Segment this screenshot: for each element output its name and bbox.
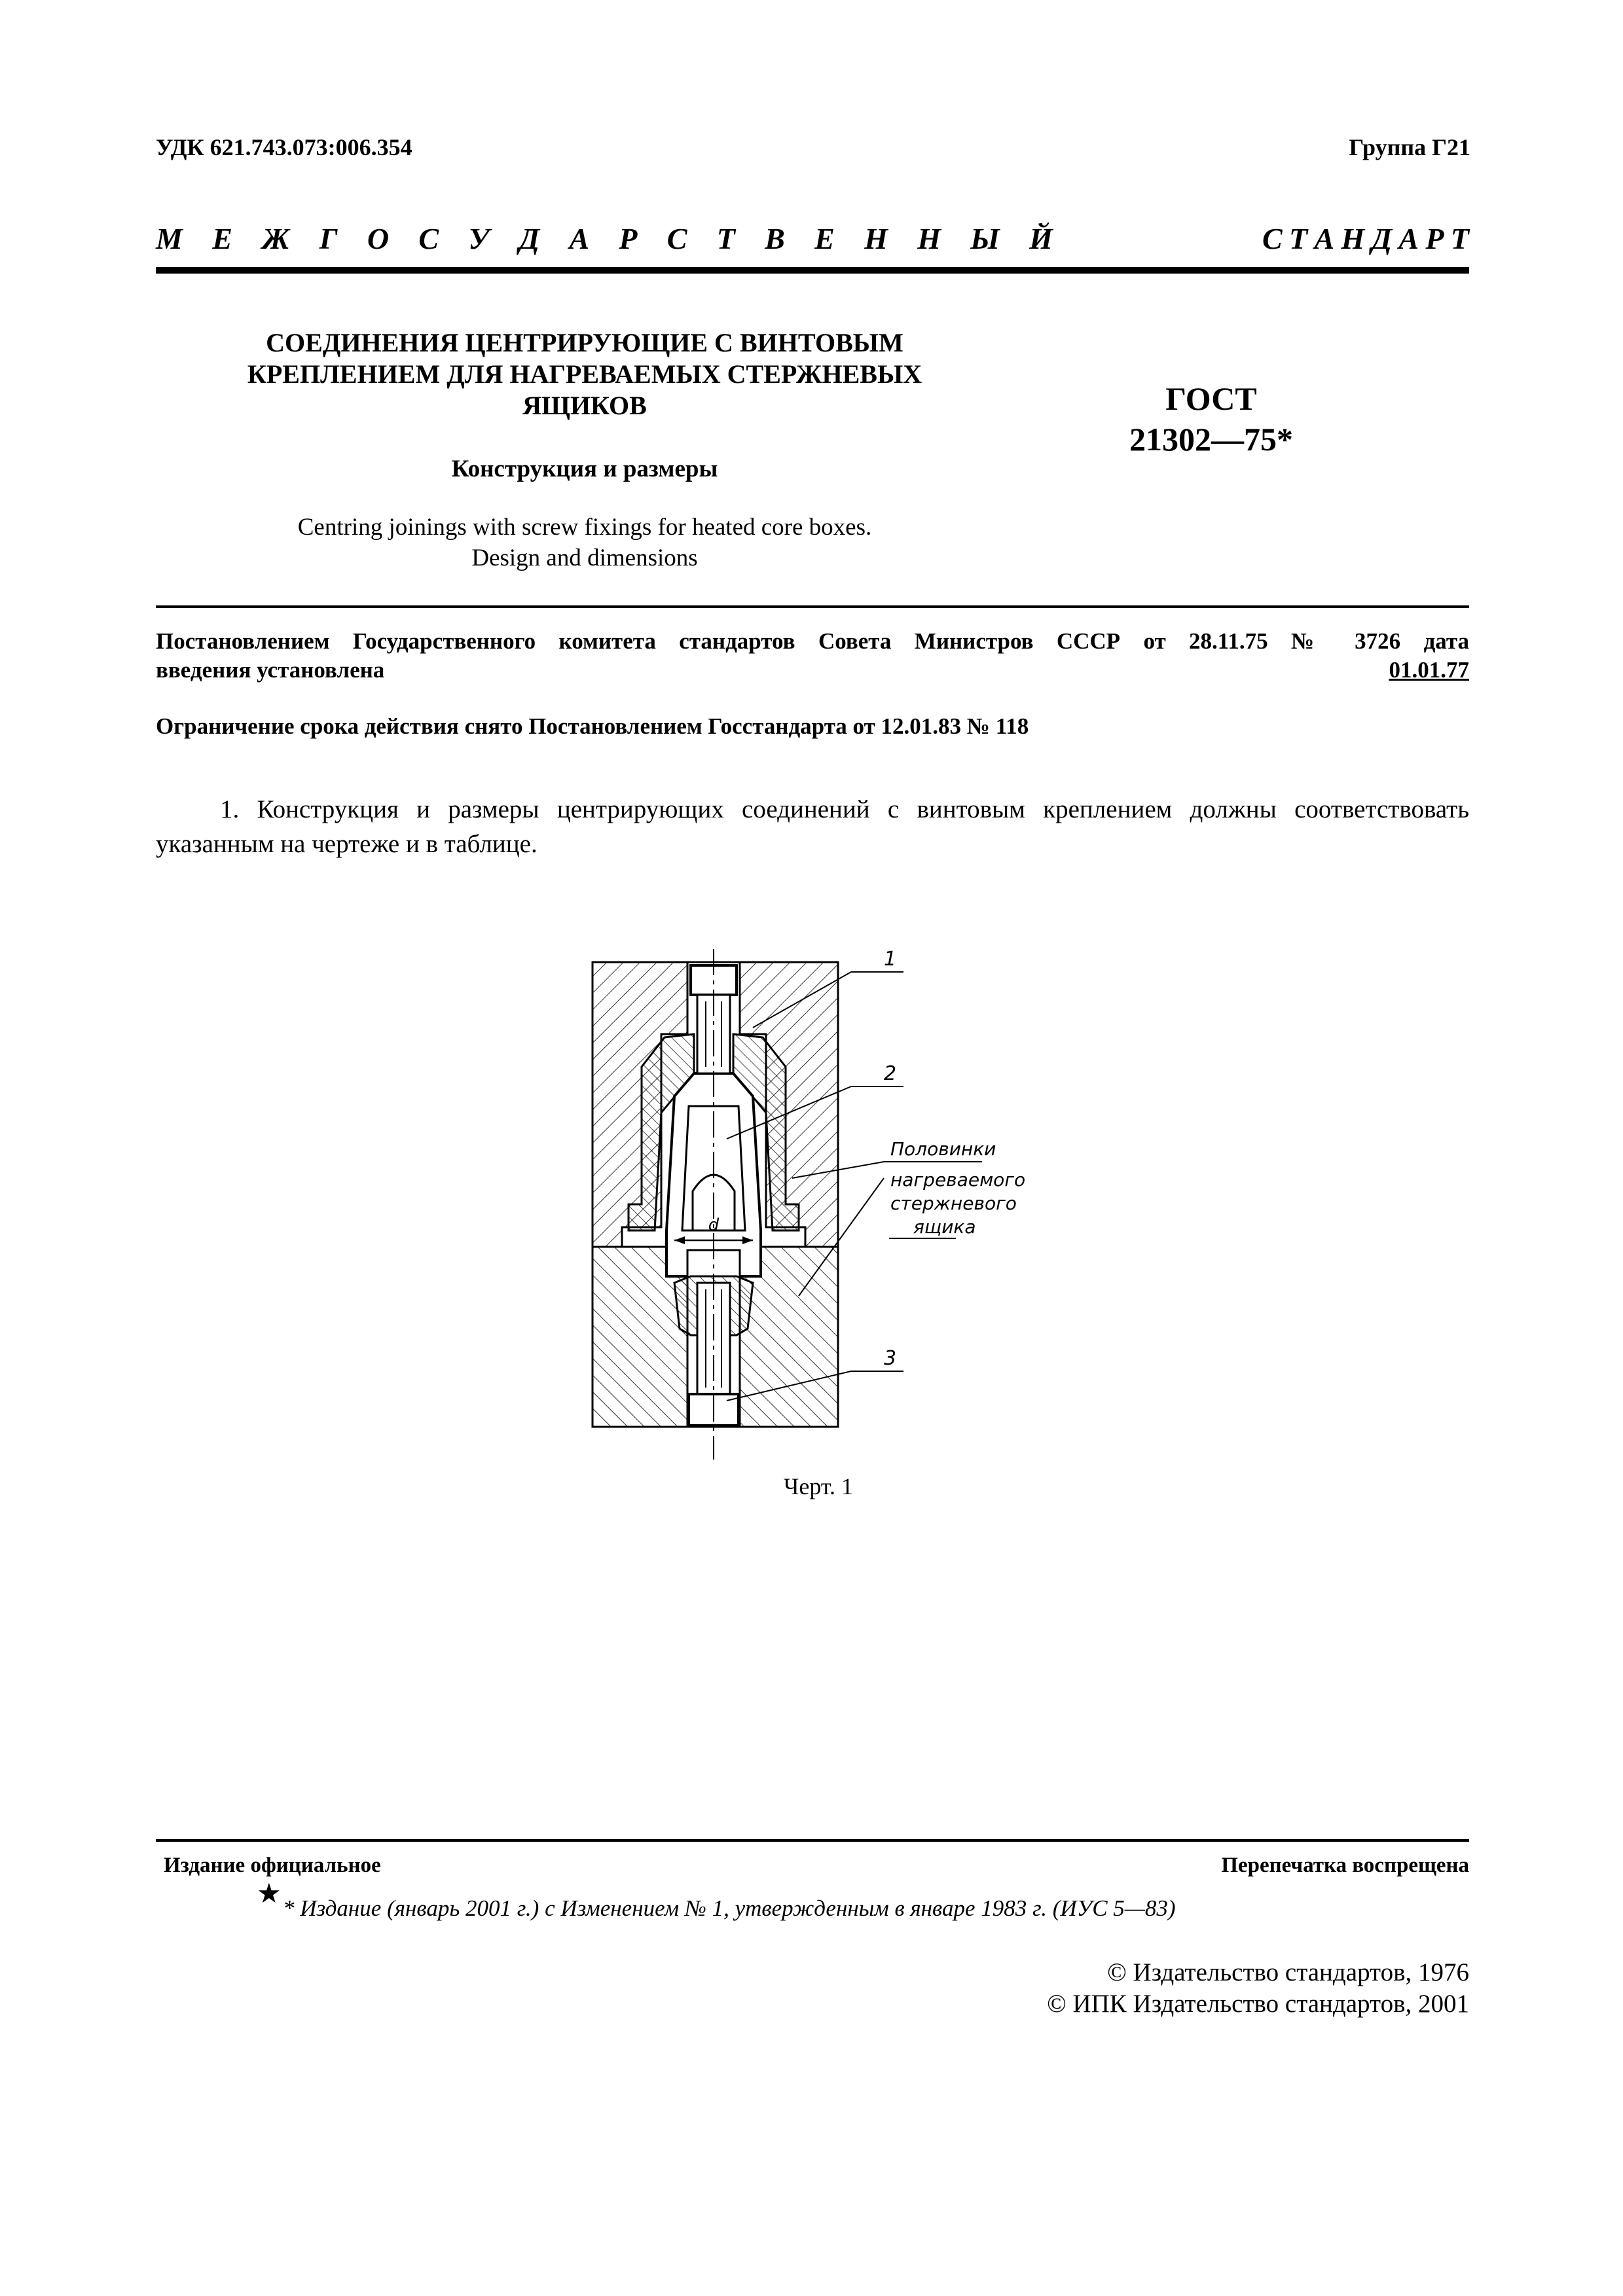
- technical-drawing: [576, 942, 1026, 1460]
- resolution-line-2: [156, 656, 1469, 685]
- document-title: [156, 327, 1013, 422]
- note-line-3: стержневого: [890, 1193, 1017, 1214]
- resolution-text: [156, 627, 1469, 685]
- introduction-date: 01.01.77: [1389, 657, 1469, 683]
- star-icon: ★: [257, 1879, 282, 1909]
- footer-rule: [156, 1839, 1469, 1842]
- heading-letter: В: [765, 222, 785, 255]
- resolution-line-2-text: введения установлена: [156, 657, 385, 683]
- english-title: [156, 512, 1013, 573]
- heading-letter: Н: [917, 222, 941, 255]
- heading-letter: Н: [1341, 222, 1365, 255]
- group-code: Группа Г21: [1349, 134, 1470, 160]
- copyright-1: © Издательство стандартов, 1976: [1107, 1958, 1469, 1986]
- paragraph-1: 1. Конструкция и размеры центрирующих соединений с винтовым креплением должны соответствовать указанным на чертеже и в таблице.: [156, 795, 1469, 858]
- gost-designation: [1080, 378, 1342, 459]
- interstate-word-2: [1262, 221, 1469, 256]
- heading-letter: М: [156, 222, 183, 255]
- heading-letter: Ж: [262, 222, 290, 255]
- heading-letter: А: [1398, 222, 1419, 255]
- limitation-note: Ограничение срока действия снято Постановлением Госстандарта от 12.01.83 № 118: [156, 713, 1029, 739]
- udk-code: УДК 621.743.073:006.354: [156, 134, 412, 160]
- heading-letter: Р: [619, 222, 638, 255]
- heading-letter: А: [1314, 222, 1335, 255]
- heading-letter: Н: [864, 222, 888, 255]
- heading-letter: Д: [1371, 222, 1393, 255]
- interstate-word-1: [156, 221, 1053, 256]
- label-3: 3: [884, 1347, 897, 1370]
- heading-letter: Г: [319, 222, 338, 255]
- note-line-2: нагреваемого: [890, 1169, 1026, 1191]
- resolution-line-1: Постановлением Государственного комитета стандартов Совета Министров СССР от 28.11.75 № 3726 дата: [156, 628, 1469, 654]
- gost-number: 21302—75*: [1129, 421, 1293, 457]
- heading-letter: Т: [716, 222, 735, 255]
- reprint-prohibited-label: Перепечатка воспрещена: [1221, 1854, 1469, 1877]
- heading-letter: Ы: [970, 222, 1000, 255]
- copyright-block: [1047, 1957, 1469, 2020]
- title-line-3: ЯЩИКОВ: [522, 391, 647, 420]
- english-title-line-2: Design and dimensions: [471, 545, 698, 571]
- note-line-1: Половинки: [890, 1138, 996, 1160]
- english-title-line-1: Centring joinings with screw fixings for heated core boxes.: [297, 514, 872, 541]
- heading-letter: У: [468, 222, 490, 255]
- heading-letter: С: [1262, 222, 1283, 255]
- title-line-2: КРЕПЛЕНИЕМ ДЛЯ НАГРЕВАЕМЫХ СТЕРЖНЕВЫХ: [247, 359, 922, 389]
- header-rule: [156, 267, 1469, 274]
- dimension-d-label: d: [708, 1215, 720, 1235]
- document-subtitle: Конструкция и размеры: [451, 456, 718, 482]
- note-line-4: ящика: [913, 1216, 976, 1238]
- heading-letter: Т: [1450, 222, 1469, 255]
- label-2: 2: [884, 1062, 897, 1085]
- label-1: 1: [884, 948, 897, 971]
- heading-letter: О: [367, 222, 390, 255]
- heading-letter: А: [569, 222, 590, 255]
- heading-letter: Р: [1425, 222, 1444, 255]
- heading-letter: Е: [212, 222, 232, 255]
- heading-letter: Т: [1289, 222, 1308, 255]
- edition-footnote: * Издание (январь 2001 г.) с Изменением № 1, утвержденным в январе 1983 г. (ИУС 5—83): [283, 1895, 1176, 1921]
- copyright-2: © ИПК Издательство стандартов, 2001: [1047, 1990, 1469, 2018]
- heading-letter: Д: [519, 222, 540, 255]
- gost-label: ГОСТ: [1165, 380, 1257, 417]
- heading-letter: Й: [1029, 222, 1053, 255]
- official-edition-label: Издание официальное: [164, 1854, 381, 1877]
- interstate-standard-heading: [156, 221, 1469, 260]
- title-line-1: СОЕДИНЕНИЯ ЦЕНТРИРУЮЩИЕ С ВИНТОВЫМ: [266, 328, 903, 357]
- title-rule: [156, 605, 1469, 608]
- heading-letter: Е: [814, 222, 835, 255]
- heading-letter: С: [418, 222, 439, 255]
- heading-letter: С: [666, 222, 687, 255]
- drawing-caption: Черт. 1: [784, 1473, 853, 1499]
